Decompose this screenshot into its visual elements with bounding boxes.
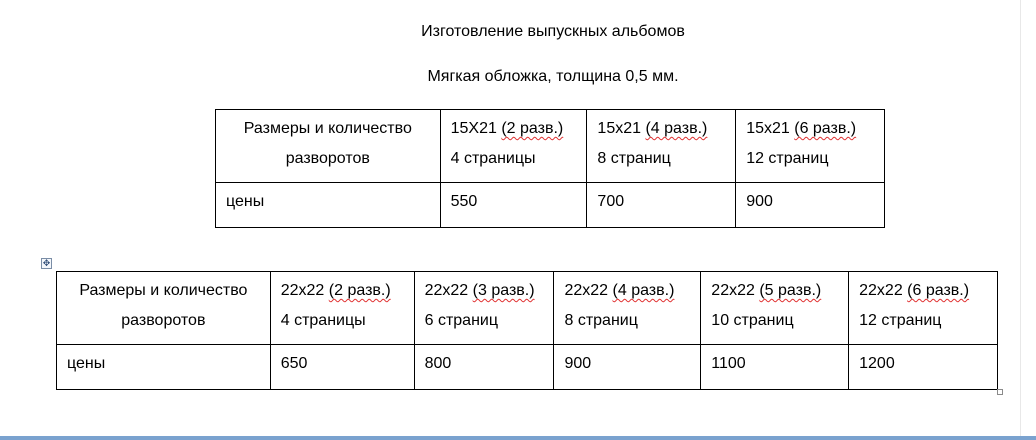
table-row — [57, 345, 998, 390]
pages-label: 10 страниц — [711, 312, 794, 329]
size-label: 22х22 — [564, 282, 609, 299]
pages-label: 6 страниц — [424, 312, 499, 329]
header-cell[interactable] — [216, 110, 441, 183]
price-cell[interactable]: 1100 — [701, 345, 849, 390]
document-subtitle: Мягкая обложка, толщина 0,5 мм. — [427, 68, 679, 85]
header-line: разворотов — [121, 312, 206, 329]
size-cell[interactable] — [414, 272, 554, 345]
table-row — [57, 272, 998, 345]
spreads-label: (2 разв.) — [328, 282, 391, 299]
size-cell[interactable] — [554, 272, 701, 345]
spreads-label: (6 разв.) — [794, 120, 857, 137]
size-label: 22х22 — [711, 282, 755, 299]
header-line: Размеры и количество — [79, 282, 248, 299]
price-label-cell[interactable]: цены — [216, 183, 441, 228]
size-label: 22х22 — [859, 282, 903, 299]
header-line: Размеры и количество — [243, 120, 412, 137]
window-bottom-border — [0, 436, 1036, 440]
size-label: 22х22 — [280, 282, 325, 299]
price-cell[interactable]: 800 — [414, 345, 554, 390]
size-cell[interactable] — [587, 110, 736, 183]
spreads-label: (2 разв.) — [501, 120, 564, 137]
document-title: Изготовление выпускных альбомов — [421, 23, 685, 40]
table-row — [216, 183, 885, 228]
price-cell[interactable]: 650 — [270, 345, 414, 390]
size-cell[interactable] — [736, 110, 885, 183]
price-cell[interactable]: 700 — [587, 183, 736, 228]
size-cell[interactable] — [270, 272, 414, 345]
size-label: 15х21 — [746, 120, 790, 137]
price-cell[interactable]: 550 — [440, 183, 587, 228]
price-cell[interactable]: 900 — [554, 345, 701, 390]
size-label: 15Х21 — [450, 120, 497, 137]
price-label-cell[interactable]: цены — [57, 345, 271, 390]
spreads-label: (4 разв.) — [645, 120, 708, 137]
size-cell[interactable] — [701, 272, 849, 345]
pages-label: 12 страниц — [859, 312, 942, 329]
price-cell[interactable]: 1200 — [849, 345, 998, 390]
size-cell[interactable] — [440, 110, 587, 183]
pages-label: 4 страницы — [280, 312, 366, 329]
pages-label: 8 страниц — [564, 312, 638, 329]
table-move-handle-icon[interactable]: ✥ — [42, 258, 51, 268]
size-cell[interactable] — [849, 272, 998, 345]
price-cell[interactable]: 900 — [736, 183, 885, 228]
size-label: 22х22 — [424, 282, 469, 299]
size-label: 15х21 — [597, 120, 642, 137]
header-cell[interactable] — [57, 272, 271, 345]
table-resize-handle[interactable] — [997, 389, 1003, 395]
header-line: разворотов — [285, 150, 370, 167]
table-row — [216, 110, 885, 183]
pages-label: 4 страницы — [450, 150, 536, 167]
pages-label: 12 страниц — [746, 150, 829, 167]
spreads-label: (4 разв.) — [612, 282, 675, 299]
page-margin — [1020, 0, 1036, 440]
price-table-15x21 — [215, 109, 885, 228]
spreads-label: (3 разв.) — [472, 282, 535, 299]
pages-label: 8 страниц — [597, 150, 671, 167]
spreads-label: (6 разв.) — [907, 282, 970, 299]
spreads-label: (5 разв.) — [759, 282, 822, 299]
price-table-22x22 — [56, 271, 998, 390]
